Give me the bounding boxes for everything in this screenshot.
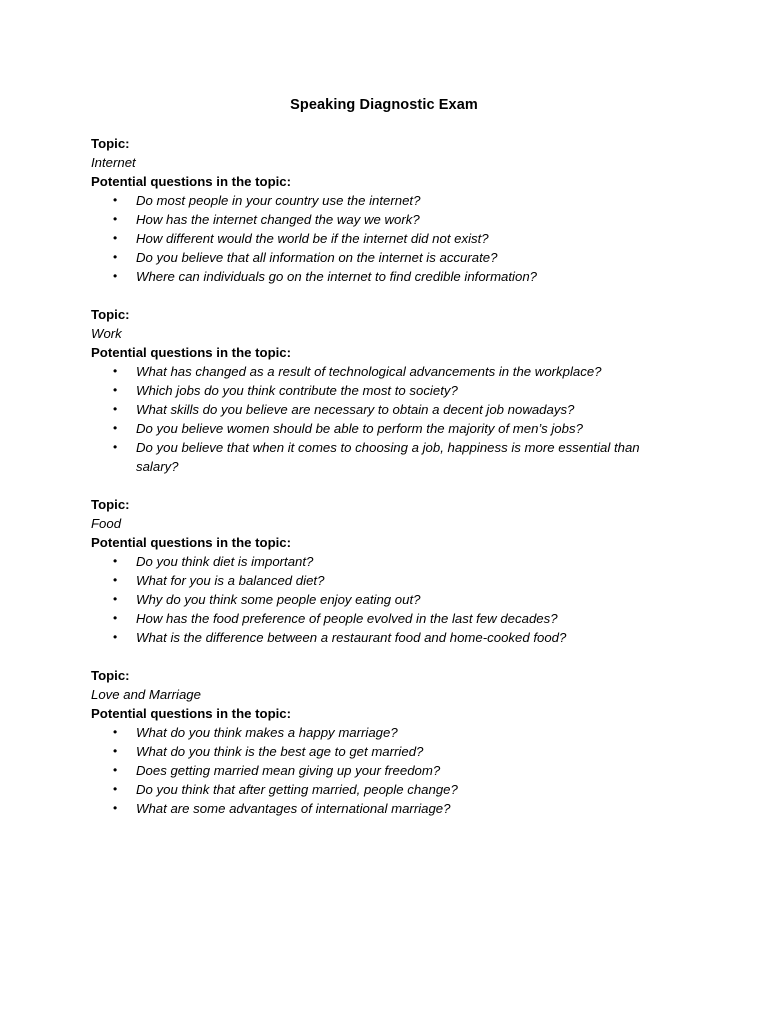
bullet-icon: • bbox=[113, 193, 118, 207]
question-item bbox=[91, 609, 666, 628]
bullet-icon: • bbox=[113, 744, 118, 758]
question-text: Do you believe that all information on the internet is accurate? bbox=[136, 250, 498, 265]
topic-section-internet bbox=[91, 134, 681, 286]
question-text: What has changed as a result of technological advancements in the workplace? bbox=[136, 364, 602, 379]
bullet-icon: • bbox=[113, 801, 118, 815]
question-text: How has the food preference of people evolved in the last few decades? bbox=[136, 611, 558, 626]
question-item bbox=[91, 438, 666, 476]
bullet-icon: • bbox=[113, 782, 118, 796]
questions-label: Potential questions in the topic: bbox=[91, 706, 292, 721]
question-item bbox=[91, 191, 666, 210]
bullet-icon: • bbox=[113, 573, 118, 587]
questions-label: Potential questions in the topic: bbox=[91, 345, 292, 360]
question-item bbox=[91, 362, 666, 381]
topic-label: Topic: bbox=[91, 668, 130, 683]
bullet-icon: • bbox=[113, 383, 118, 397]
question-list bbox=[91, 723, 681, 818]
bullet-icon: • bbox=[113, 231, 118, 245]
question-item bbox=[91, 381, 666, 400]
topic-label: Topic: bbox=[91, 307, 130, 322]
question-text: What skills do you believe are necessary to obtain a decent job nowadays? bbox=[136, 402, 575, 417]
question-item bbox=[91, 761, 666, 780]
bullet-icon: • bbox=[113, 554, 118, 568]
topic-name: Love and Marriage bbox=[91, 687, 201, 702]
bullet-icon: • bbox=[113, 212, 118, 226]
question-list bbox=[91, 362, 681, 476]
bullet-icon: • bbox=[113, 592, 118, 606]
question-item bbox=[91, 628, 666, 647]
question-item bbox=[91, 229, 666, 248]
questions-label: Potential questions in the topic: bbox=[91, 174, 292, 189]
question-text: Where can individuals go on the internet to find credible information? bbox=[136, 269, 537, 284]
topic-section-work bbox=[91, 305, 681, 476]
bullet-icon: • bbox=[113, 630, 118, 644]
bullet-icon: • bbox=[113, 440, 118, 454]
topic-label: Topic: bbox=[91, 497, 130, 512]
topic-name: Food bbox=[91, 516, 122, 531]
question-item bbox=[91, 267, 666, 286]
question-text: Do you believe women should be able to perform the majority of men’s jobs? bbox=[136, 421, 583, 436]
question-text: Which jobs do you think contribute the most to society? bbox=[136, 383, 458, 398]
topic-section-love-and-marriage bbox=[91, 666, 681, 818]
question-item bbox=[91, 210, 666, 229]
question-text: How has the internet changed the way we work? bbox=[136, 212, 420, 227]
bullet-icon: • bbox=[113, 421, 118, 435]
questions-label: Potential questions in the topic: bbox=[91, 535, 292, 550]
question-item bbox=[91, 723, 666, 742]
question-list bbox=[91, 191, 681, 286]
bullet-icon: • bbox=[113, 402, 118, 416]
topic-name: Internet bbox=[91, 155, 136, 170]
topic-name: Work bbox=[91, 326, 122, 341]
question-item bbox=[91, 248, 666, 267]
bullet-icon: • bbox=[113, 250, 118, 264]
bullet-icon: • bbox=[113, 763, 118, 777]
question-text: Do you believe that when it comes to choosing a job, happiness is more essential than salary? bbox=[136, 440, 640, 474]
topic-section-food bbox=[91, 495, 681, 647]
topic-label: Topic: bbox=[91, 136, 130, 151]
question-item bbox=[91, 590, 666, 609]
question-text: Does getting married mean giving up your freedom? bbox=[136, 763, 441, 778]
question-text: Why do you think some people enjoy eating out? bbox=[136, 592, 421, 607]
bullet-icon: • bbox=[113, 725, 118, 739]
bullet-icon: • bbox=[113, 269, 118, 283]
question-text: What for you is a balanced diet? bbox=[136, 573, 325, 588]
question-item bbox=[91, 552, 666, 571]
document-content bbox=[91, 134, 681, 837]
question-item bbox=[91, 400, 666, 419]
question-item bbox=[91, 799, 666, 818]
question-text: What are some advantages of international marriage? bbox=[136, 801, 451, 816]
question-text: Do you think diet is important? bbox=[136, 554, 314, 569]
document-title: Speaking Diagnostic Exam bbox=[290, 97, 478, 113]
question-item bbox=[91, 571, 666, 590]
question-text: What do you think is the best age to get married? bbox=[136, 744, 424, 759]
question-text: Do most people in your country use the internet? bbox=[136, 193, 421, 208]
question-list bbox=[91, 552, 681, 647]
bullet-icon: • bbox=[113, 611, 118, 625]
question-text: How different would the world be if the internet did not exist? bbox=[136, 231, 489, 246]
question-text: What do you think makes a happy marriage? bbox=[136, 725, 398, 740]
question-item bbox=[91, 742, 666, 761]
question-text: What is the difference between a restaurant food and home-cooked food? bbox=[136, 630, 567, 645]
question-item bbox=[91, 780, 666, 799]
bullet-icon: • bbox=[113, 364, 118, 378]
question-item bbox=[91, 419, 666, 438]
question-text: Do you think that after getting married, people change? bbox=[136, 782, 458, 797]
